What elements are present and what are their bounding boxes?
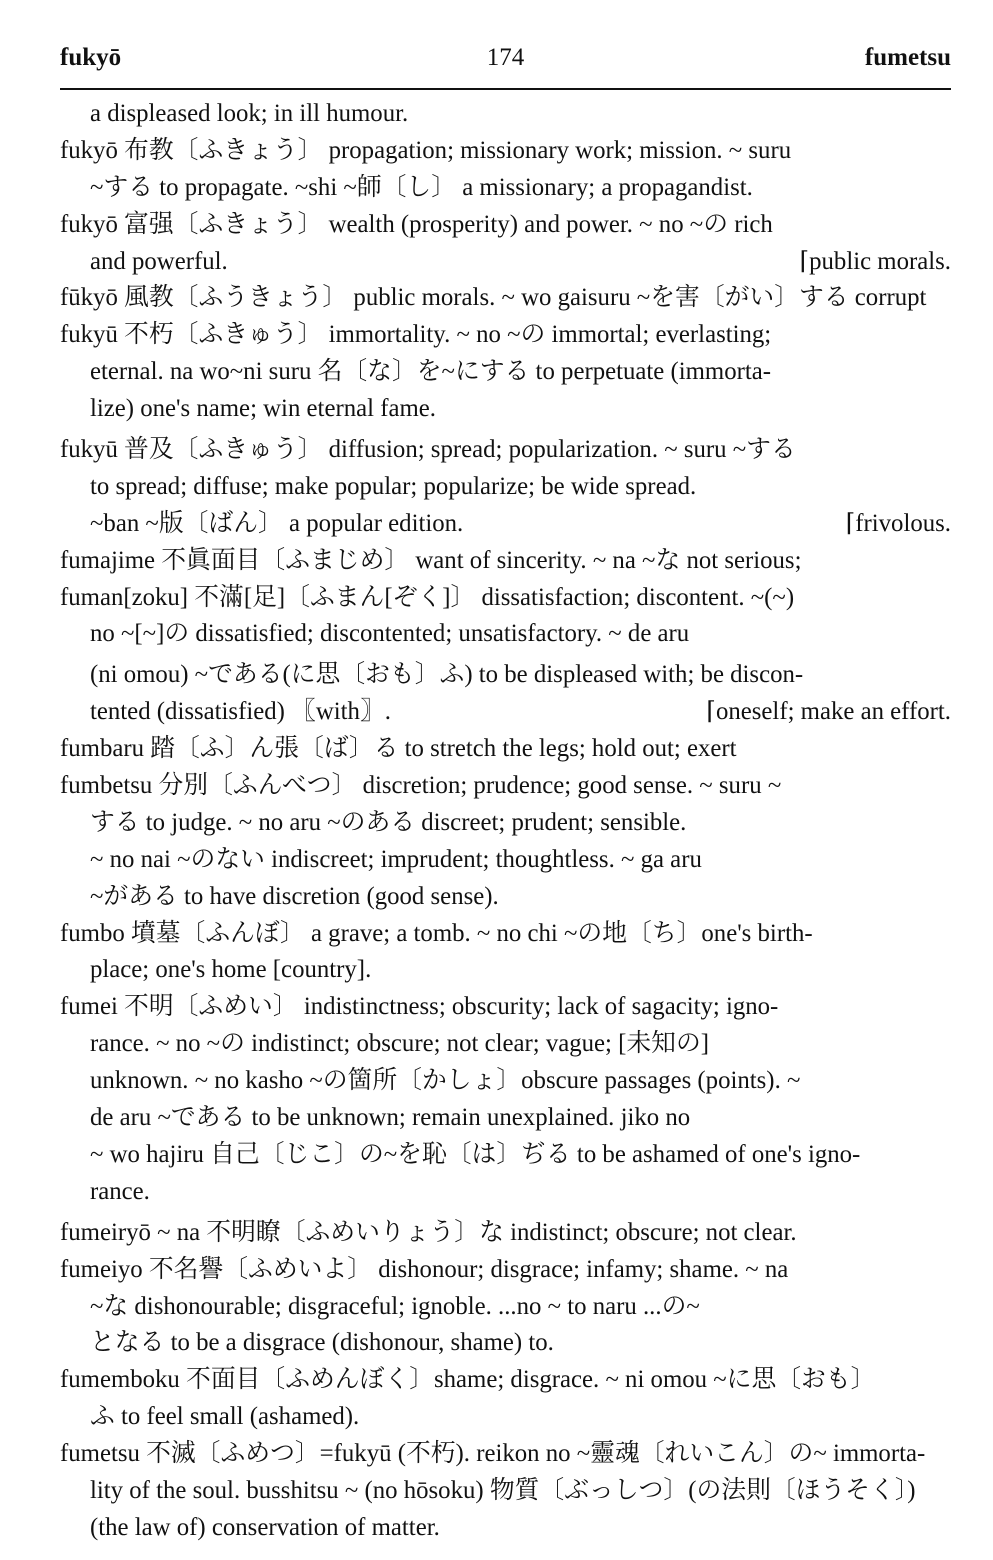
entry-text: fumajime 不眞面目〔ふまじめ〕 want of sincerity. ~ na ~な not serious; [60, 546, 802, 574]
right-running-head: fumetsu [864, 44, 951, 71]
entry-line [60, 1325, 951, 1362]
entry-line [60, 244, 951, 281]
entry-text: fukyū 不朽〔ふきゅう〕 immortality. ~ no ~の immortal; everlasting; [60, 321, 772, 349]
entry-line [60, 432, 951, 469]
entry-text: fukyō 富强〔ふきょう〕 wealth (prosperity) and power. ~ no ~の rich [60, 210, 773, 238]
entry-line [60, 354, 951, 391]
entry-line [60, 96, 951, 133]
entry-text: (the law of) conservation of matter. [90, 1513, 440, 1541]
entry-line [60, 1436, 951, 1473]
entry-text: place; one's home [country]. [90, 956, 372, 984]
entry-line [60, 879, 951, 916]
entry-line [60, 952, 951, 989]
entry-line [60, 391, 951, 428]
entry-text: fumei 不明〔ふめい〕 indistinctness; obscurity; lack of sagacity; igno- [60, 993, 779, 1021]
entry-line [60, 1215, 951, 1252]
entry-line [60, 842, 951, 879]
entry-line [60, 1399, 951, 1436]
entry-text: ~ no nai ~のない indiscreet; imprudent; thoughtless. ~ ga aru [90, 845, 702, 873]
page-header [60, 38, 951, 90]
entry-text: lity of the soul. busshitsu ~ (no hōsoku) 物質〔ぶっしつ〕(の法則〔ほうそく〕) [90, 1476, 916, 1504]
line-continuation: ⌈public morals. [799, 247, 951, 275]
entry-text: eternal. na wo~ni suru 名〔な〕を~にする to perpetuate (immorta- [90, 358, 772, 386]
entry-text: ~する to propagate. ~shi ~師〔し〕 a missionary; a propagandist. [90, 173, 753, 201]
entry-line [60, 657, 951, 694]
entry-line [60, 317, 951, 354]
entry-line [60, 580, 951, 617]
entry-text: となる to be a disgrace (dishonour, shame) to. [90, 1329, 554, 1357]
entry-text: a displeased look; in ill humour. [90, 100, 409, 127]
entry-line [60, 731, 951, 768]
entry-text: de aru ~である to be unknown; remain unexplained. jiko no [90, 1104, 691, 1132]
line-continuation: ⌈frivolous. [845, 509, 951, 537]
entry-text: ~ wo hajiru 自己〔じこ〕の~を恥〔は〕ぢる to be ashamed of one's igno- [90, 1140, 861, 1168]
entry-text: fumbaru 踏〔ふ〕ん張〔ば〕る to stretch the legs; hold out; exert [60, 735, 737, 763]
entry-line [60, 1473, 951, 1510]
entry-line [60, 469, 951, 506]
entry-text: rance. ~ no ~の indistinct; obscure; not clear; vague; [未知の] [90, 1030, 710, 1058]
line-continuation: ⌈oneself; make an effort. [706, 698, 951, 726]
entry-text: unknown. ~ no kasho ~の箇所〔かしょ〕obscure passages (points). ~ [90, 1067, 801, 1095]
entry-line [60, 989, 951, 1026]
entry-line [60, 768, 951, 805]
entry-line [60, 1289, 951, 1326]
dictionary-column [60, 96, 951, 1547]
entry-line [60, 543, 951, 580]
entry-line [60, 280, 951, 317]
entry-text: fumbo 墳墓〔ふんぼ〕 a grave; a tomb. ~ no chi ~の地〔ち〕one's birth- [60, 919, 813, 947]
entry-text: ふ to feel small (ashamed). [90, 1403, 360, 1431]
entry-text: fumeiyo 不名譽〔ふめいよ〕 dishonour; disgrace; infamy; shame. ~ na [60, 1255, 789, 1283]
entry-text: fumeiryō ~ na 不明瞭〔ふめいりょう〕な indistinct; obscure; not clear. [60, 1218, 797, 1246]
entry-line [60, 616, 951, 653]
entry-line [60, 1100, 951, 1137]
entry-line [60, 1063, 951, 1100]
entry-line [60, 133, 951, 170]
entry-text: lize) one's name; win eternal fame. [90, 395, 436, 423]
entry-line [60, 1174, 951, 1211]
entry-line [60, 170, 951, 207]
entry-line [60, 805, 951, 842]
entry-text: rance. [90, 1177, 150, 1205]
entry-text: する to judge. ~ no aru ~のある discreet; prudent; sensible. [90, 808, 687, 836]
entry-text: ~な dishonourable; disgraceful; ignoble. ...no ~ to naru ...の~ [90, 1292, 700, 1320]
entry-text: ~がある to have discretion (good sense). [90, 882, 499, 910]
entry-line [60, 1510, 951, 1547]
entry-text: to spread; diffuse; make popular; popularize; be wide spread. [90, 472, 697, 500]
entry-text: fumetsu 不滅〔ふめつ〕=fukyū (不朽). reikon no ~靈魂〔れいこん〕の~ immorta- [60, 1440, 926, 1468]
entry-text: fuman[zoku] 不滿[足]〔ふまん[ぞく]〕 dissatisfaction; discontent. ~(~) [60, 583, 795, 611]
left-running-head: fukyō [60, 44, 122, 71]
entry-text: fūkyō 風教〔ふうきょう〕 public morals. ~ wo gaisuru ~を害〔がい〕する corrupt [60, 284, 927, 312]
entry-line [60, 916, 951, 953]
entry-text: fukyō 布教〔ふきょう〕 propagation; missionary work; mission. ~ suru [60, 136, 792, 164]
entry-line [60, 1252, 951, 1289]
entry-line [60, 1362, 951, 1399]
entry-text: fukyū 普及〔ふきゅう〕 diffusion; spread; popularization. ~ suru ~する [60, 436, 796, 464]
page-number: 174 [486, 44, 525, 71]
entry-text: fumbetsu 分別〔ふんべつ〕 discretion; prudence; good sense. ~ suru ~ [60, 772, 782, 800]
entry-line [60, 207, 951, 244]
entry-text: no ~[~]の dissatisfied; discontented; unsatisfactory. ~ de aru [90, 620, 690, 648]
entry-text: (ni omou) ~である(に思〔おも〕ふ) to be displeased with; be discon- [90, 661, 804, 689]
entry-text: and powerful. [90, 247, 228, 275]
entry-line [60, 1026, 951, 1063]
entry-line [60, 694, 951, 731]
entry-text: fumemboku 不面目〔ふめんぼく〕shame; disgrace. ~ ni omou ~に思〔おも〕 [60, 1366, 876, 1394]
entry-text: ~ban ~版〔ばん〕 a popular edition. [90, 509, 464, 537]
entry-line [60, 506, 951, 543]
entry-text: tented (dissatisfied) 〖with〗. [90, 698, 391, 726]
entry-line [60, 1137, 951, 1174]
